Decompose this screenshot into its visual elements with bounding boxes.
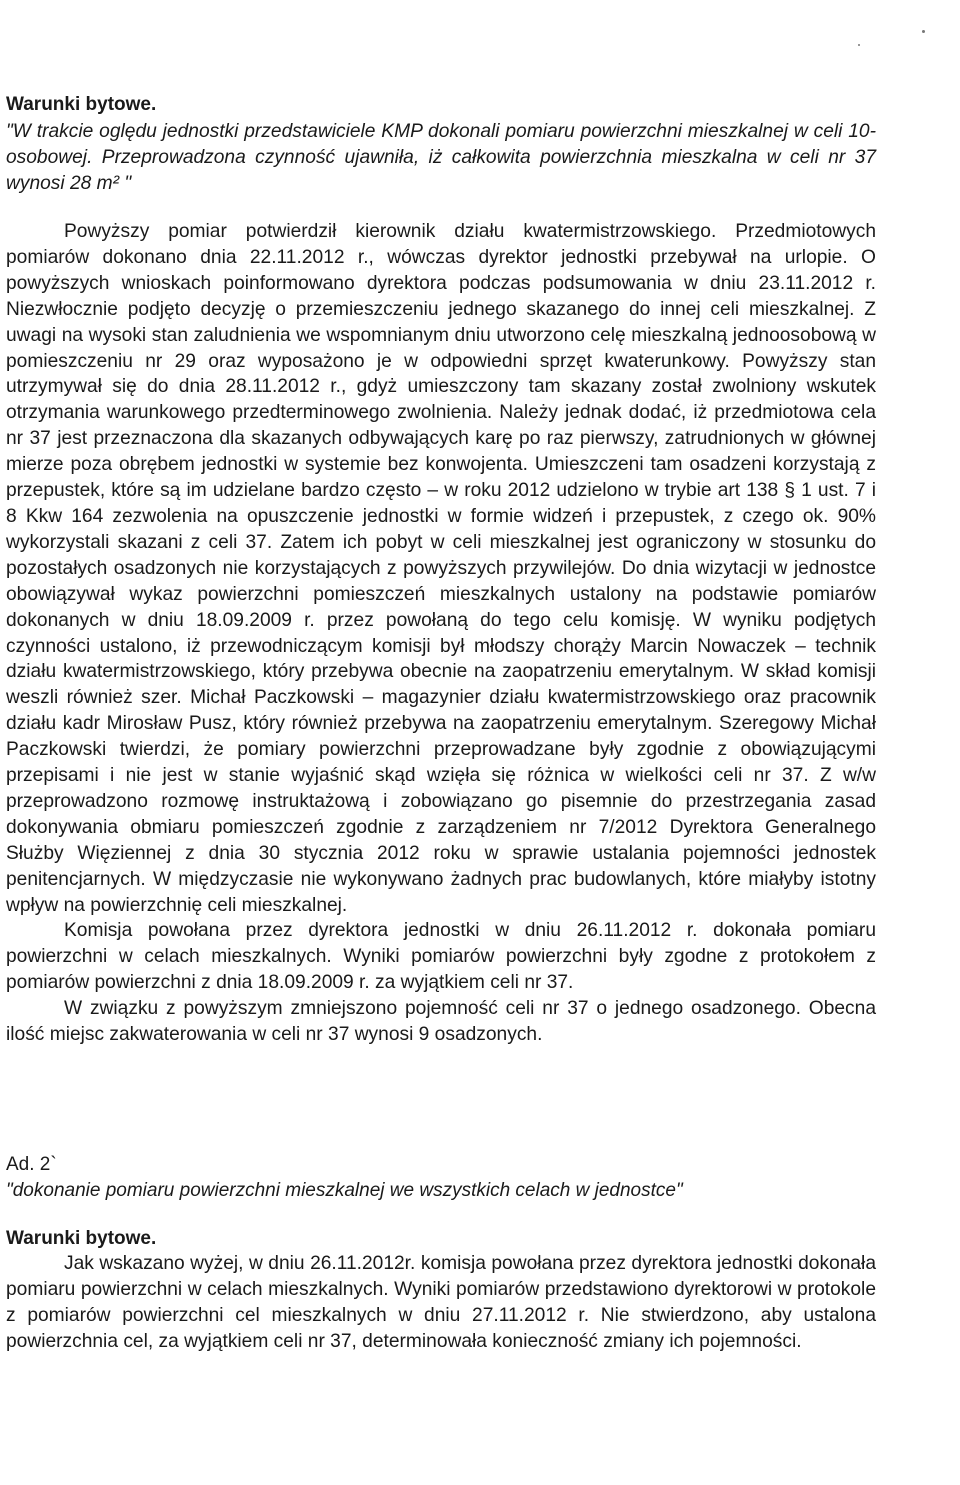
scan-speck — [922, 30, 925, 33]
section-heading: Warunki bytowe. — [6, 94, 157, 115]
body-paragraph: Komisja powołana przez dyrektora jednostki w dniu 26.11.2012 r. dokonała pomiaru powierzchni w celach mieszkalnych. Wyniki pomiarów powierzchni były zgodne z protokołem z pomiarów powierzchni z dnia 18.09.2009 r. za wyjątkiem celi nr 37. — [6, 920, 876, 994]
quote-paragraph: "W trakcie oględu jednostki przedstawiciele KMP dokonali pomiaru powierzchni mieszkalnej w celi 10-osobowej. Przeprowadzona czynność ujawniła, iż całkowita powierzchnia mieszkalna w celi nr 37 wynosi 28 m² " — [6, 121, 876, 194]
body-text — [6, 1251, 876, 1355]
scan-speck — [858, 44, 860, 46]
body-text — [6, 219, 876, 1048]
body-paragraph: Jak wskazano wyżej, w dniu 26.11.2012r. komisja powołana przez dyrektora jednostki dokonała pomiaru powierzchni w celach mieszkalnych. Wyniki pomiarów przedstawiono dyrektorowi w protokole z pomiarów powierzchni cel mieszkalnych w dniu 27.11.2012 r. Nie stwierdzono, aby ustalona powierzchnia cel, za wyjątkiem celi nr 37, determinowała konieczność zmiany ich pojemności. — [6, 1253, 876, 1352]
section-heading: Warunki bytowe. — [6, 1228, 157, 1249]
body-paragraph: Powyższy pomiar potwierdził kierownik działu kwatermistrzowskiego. Przedmiotowych pomiarów dokonano dnia 22.11.2012 r., wówczas dyrektor jednostki przebywał na urlopie. O powyższych wnioskach poinformowano dyrektora podczas podsumowania w dniu 23.11.2012 r. Niezwłocznie podjęto decyzję o przemieszczeniu jednego skazanego do innej celi mieszkalnej. Z uwagi na wysoki stan zaludnienia we wspomnianym dniu utworzono celę mieszkalną jednoosobową w pomieszczeniu nr 29 oraz wyposażono je w odpowiedni sprzęt kwaterunkowy. Powyższy stan utrzymywał się do dnia 28.11.2012 r., gdyż umieszczony tam skazany został zwolniony wskutek otrzymania warunkowego przedterminowego zwolnienia. Należy jednak dodać, iż przedmiotowa cela nr 37 jest przeznaczona dla skazanych odbywających karę po raz pierwszy, zatrudnionych w głównej mierze poza obrębem jednostki w systemie bez konwojenta. Umieszczeni tam osadzeni korzystają z przepustek, które są im udzielane bardzo często – w roku 2012 udzielono w trybie art 138 § 1 ust. 7 i 8 Kkw 164 zezwolenia na opuszczenie jednostki w formie widzeń i przepustek, z czego ok. 90% wykorzystali skazani z celi 37. Zatem ich pobyt w celi mieszkalnej jest ograniczony w stosunku do pozostałych osadzonych nie korzystających z powyższych przywilejów. Do dnia wizytacji w jednostce obowiązywał wykaz powierzchni pomieszczeń mieszkalnych ustalony na podstawie pomiarów dokonanych w dniu 18.09.2009 r. przez powołaną do tego celu komisję. W wyniku podjętych czynności ustalono, iż przewodniczącym komisji był młodszy chorąży Marcin Nowaczek – technik działu kwatermistrzowskiego, który przebywa obecnie na zaopatrzeniu emerytalnym. W skład komisji weszli również szer. Michał Paczkowski – magazynier działu kwatermistrzowskiego oraz pracownik działu kadr Mirosław Pusz, który również przebywa na zaopatrzeniu emerytalnym. Szeregowy Michał Paczkowski twierdzi, że pomiary powierzchni przeprowadzane były zgodnie z obowiązującymi przepisami i nie jest w stanie wyjaśnić skąd wzięła się różnica w wielkości celi nr 37. Z w/w przeprowadzono rozmowę instruktażową i zobowiązano go pisemnie do przestrzegania zasad dokonywania obmiaru pomieszczeń zgodnie z zarządzeniem nr 7/2012 Dyrektora Generalnego Służby Więziennej z dnia 30 stycznia 2012 roku w sprawie ustalania pojemności jednostek penitencjarnych. W międzyczasie nie wykonywano żadnych prac budowlanych, które miałyby istotny wpływ na powierzchnię celi mieszkalnej. — [6, 221, 876, 916]
quote-line: "dokonanie pomiaru powierzchni mieszkalnej we wszystkich celach w jednostce" — [6, 1180, 683, 1201]
body-paragraph: W związku z powyższym zmniejszono pojemność celi nr 37 o jednego osadzonego. Obecna ilość miejsc zakwaterowania w celi nr 37 wynosi 9 osadzonych. — [6, 998, 876, 1046]
ad-label: Ad. 2` — [6, 1154, 57, 1175]
